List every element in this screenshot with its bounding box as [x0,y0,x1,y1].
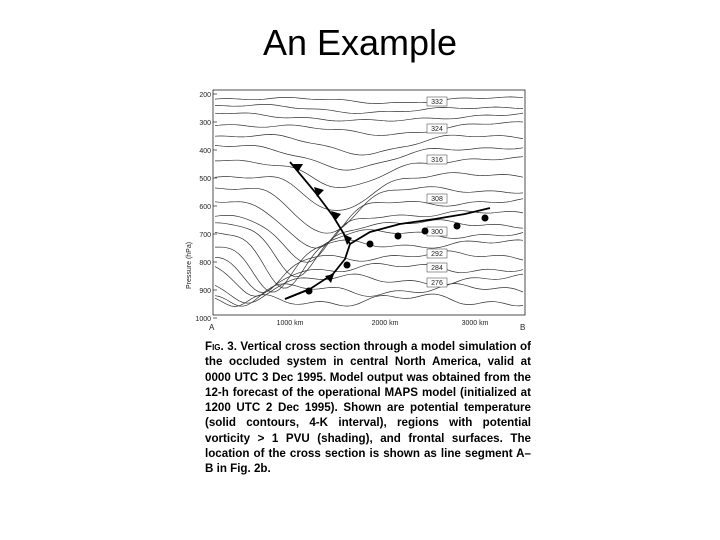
x-tick-label: 1000 km [276,320,304,327]
y-tick-label: 600 [199,204,211,211]
warm-front-dot [482,215,489,222]
figure-caption [205,339,531,477]
surface-front-dot [344,262,351,269]
y-tick-labels [195,92,217,323]
theta-contour-line [215,220,523,277]
x-tick-labels [277,320,489,327]
contour-label: 332 [431,99,443,106]
y-tick-label: 800 [199,260,211,267]
caption-text: Vertical cross section through a model simulation of the occluded system in central North America, valid at 0000 UTC 3 Dec 1995. Model output was obtained from the 12-h forecast of the operational MAPS model (initialized at 1200 UTC 2 Dec 1995). Shown are potential temperature (solid contours, 4-K interval), regions with potential vorticity > 1 PVU (shading), and frontal surfaces. The location of the cross section is shown as line segment A–B in Fig. 2b. [205,340,531,476]
contour-label: 324 [431,126,443,133]
contour-label: 276 [431,280,443,287]
potential-temperature-contours [215,97,523,307]
theta-contour-line [215,97,523,104]
contour-label: 300 [431,229,443,236]
cross-section-figure [185,84,535,494]
y-tick-label: 300 [199,120,211,127]
warm-front-dot [454,223,461,230]
y-tick-label: 400 [199,148,211,155]
cold-front-surface [285,162,350,299]
contour-label: 308 [431,196,443,203]
surface-front-dot [306,288,313,295]
theta-contour-line [215,122,523,136]
contour-label: 316 [431,157,443,164]
y-tick-label: 500 [199,176,211,183]
endpoint-b-label: B [520,323,526,332]
warm-front-dot [422,228,429,235]
y-tick-label: 1000 [195,316,211,323]
theta-contour-line [215,263,523,296]
theta-contour-line [215,211,523,263]
y-tick-label: 700 [199,232,211,239]
warm-front-dot [367,241,374,248]
theta-contour-line [215,240,523,292]
theta-contour-line [215,157,523,188]
theta-contour-line [215,145,523,170]
warm-front-surface [350,208,490,244]
caption-label: Fig. 3. [205,340,237,353]
y-tick-label: 900 [199,288,211,295]
cross-section-plot [185,84,535,344]
cold-front-triangle [314,187,324,197]
endpoint-a-label: A [209,323,215,332]
contour-label: 292 [431,251,443,258]
contour-labels [427,97,447,287]
theta-contour-line [215,230,523,288]
y-tick-label: 200 [199,92,211,99]
x-tick-label: 3000 km [461,320,489,327]
theta-contour-line [215,104,523,113]
theta-contour-line [215,113,523,121]
theta-contour-line [215,134,523,155]
contour-label: 284 [431,265,443,272]
theta-contour-line [215,251,523,293]
x-tick-label: 2000 km [371,320,399,327]
warm-front-dot [395,233,402,240]
slide-title: An Example [262,22,458,63]
y-axis-title: Pressure (hPa) [186,241,193,289]
